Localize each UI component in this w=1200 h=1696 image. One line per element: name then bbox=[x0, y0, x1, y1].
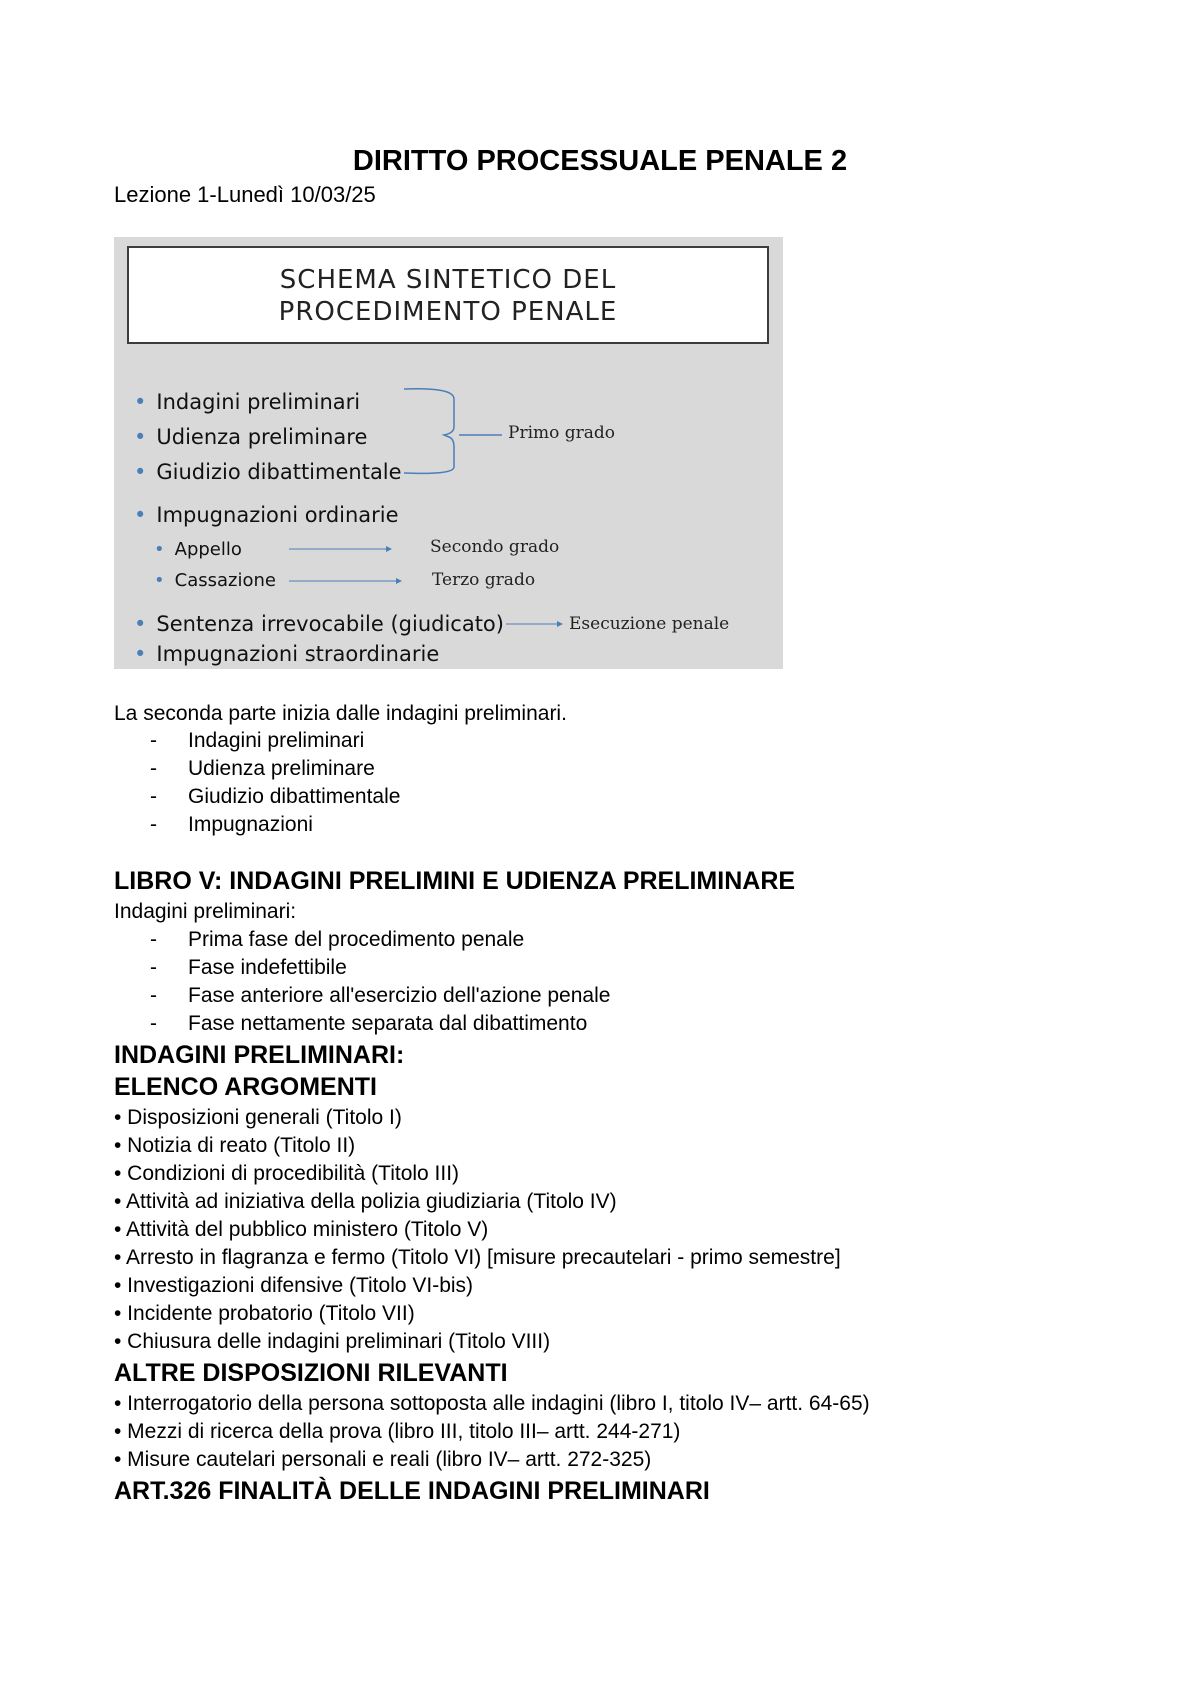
list-item: - Giudizio dibattimentale bbox=[150, 785, 401, 808]
altre-item: • Mezzi di ricerca della prova (libro III, titolo III– artt. 244-271) bbox=[114, 1420, 681, 1443]
argomento-item: • Disposizioni generali (Titolo I) bbox=[114, 1106, 402, 1129]
argomento-item: • Incidente probatorio (Titolo VII) bbox=[114, 1302, 415, 1325]
argomento-item: • Attività del pubblico ministero (Titolo V) bbox=[114, 1218, 489, 1241]
label-esecuzione-penale: Esecuzione penale bbox=[569, 614, 730, 634]
schema-item-impugnazioni-ordinarie: • Impugnazioni ordinarie bbox=[134, 503, 399, 527]
schema-item-cassazione: • Cassazione bbox=[154, 570, 276, 591]
argomento-item: • Investigazioni difensive (Titolo VI-bis) bbox=[114, 1274, 474, 1297]
schema-title-line-2: PROCEDIMENTO PENALE bbox=[278, 297, 618, 327]
argomento-item: • Attività ad iniziativa della polizia giudiziaria (Titolo IV) bbox=[114, 1190, 617, 1213]
label-terzo-grado: Terzo grado bbox=[432, 570, 536, 590]
schema-item-indagini: • Indagini preliminari bbox=[134, 390, 361, 414]
schema-figure bbox=[114, 237, 783, 669]
esecuzione-arrow-head bbox=[557, 621, 563, 627]
list-item: - Fase anteriore all'esercizio dell'azione penale bbox=[150, 984, 611, 1007]
argomento-item: • Notizia di reato (Titolo II) bbox=[114, 1134, 356, 1157]
lesson-subtitle: Lezione 1-Lunedì 10/03/25 bbox=[114, 182, 376, 207]
heading-indagini: INDAGINI PRELIMINARI: bbox=[114, 1041, 405, 1069]
altre-item: • Misure cautelari personali e reali (libro IV– artt. 272-325) bbox=[114, 1448, 652, 1471]
list-item: - Fase indefettibile bbox=[150, 956, 347, 979]
brace-shape bbox=[404, 389, 454, 474]
schema-item-impugnazioni-straordinarie: • Impugnazioni straordinarie bbox=[134, 642, 440, 666]
list-item: - Impugnazioni bbox=[150, 813, 313, 836]
list-item: - Indagini preliminari bbox=[150, 729, 365, 752]
schema-item-udienza: • Udienza preliminare bbox=[134, 425, 368, 449]
list-item: - Prima fase del procedimento penale bbox=[150, 928, 525, 951]
document-title: DIRITTO PROCESSUALE PENALE 2 bbox=[352, 145, 848, 177]
schema-title-line-1: SCHEMA SINTETICO DEL bbox=[279, 265, 617, 295]
label-primo-grado: Primo grado bbox=[508, 423, 616, 443]
label-secondo-grado: Secondo grado bbox=[430, 537, 560, 557]
argomento-item: • Condizioni di procedibilità (Titolo III) bbox=[114, 1162, 460, 1185]
list-item: - Udienza preliminare bbox=[150, 757, 375, 780]
argomento-item: • Arresto in flagranza e fermo (Titolo VI) [misure precautelari - primo semestre] bbox=[114, 1246, 841, 1269]
schema-connectors bbox=[114, 237, 783, 669]
indagini-label: Indagini preliminari: bbox=[114, 900, 297, 923]
heading-altre: ALTRE DISPOSIZIONI RILEVANTI bbox=[114, 1359, 508, 1387]
list-item: - Fase nettamente separata dal dibattimento bbox=[150, 1012, 588, 1035]
altre-item: • Interrogatorio della persona sottoposta alle indagini (libro I, titolo IV– artt. 64-65) bbox=[114, 1392, 870, 1415]
appello-arrow-head bbox=[386, 546, 392, 552]
heading-art-326: ART.326 FINALITÀ DELLE INDAGINI PRELIMINARI bbox=[114, 1477, 710, 1505]
cassazione-arrow-head bbox=[396, 578, 402, 584]
libro-heading: LIBRO V: INDAGINI PRELIMINI E UDIENZA PRELIMINARE bbox=[114, 867, 796, 895]
schema-item-giudizio: • Giudizio dibattimentale bbox=[134, 460, 402, 484]
schema-item-sentenza: • Sentenza irrevocabile (giudicato) bbox=[134, 612, 504, 636]
heading-elenco: ELENCO ARGOMENTI bbox=[114, 1073, 377, 1101]
schema-item-appello: • Appello bbox=[154, 539, 242, 560]
argomento-item: • Chiusura delle indagini preliminari (Titolo VIII) bbox=[114, 1330, 551, 1353]
intro-paragraph: La seconda parte inizia dalle indagini preliminari. bbox=[114, 702, 567, 725]
